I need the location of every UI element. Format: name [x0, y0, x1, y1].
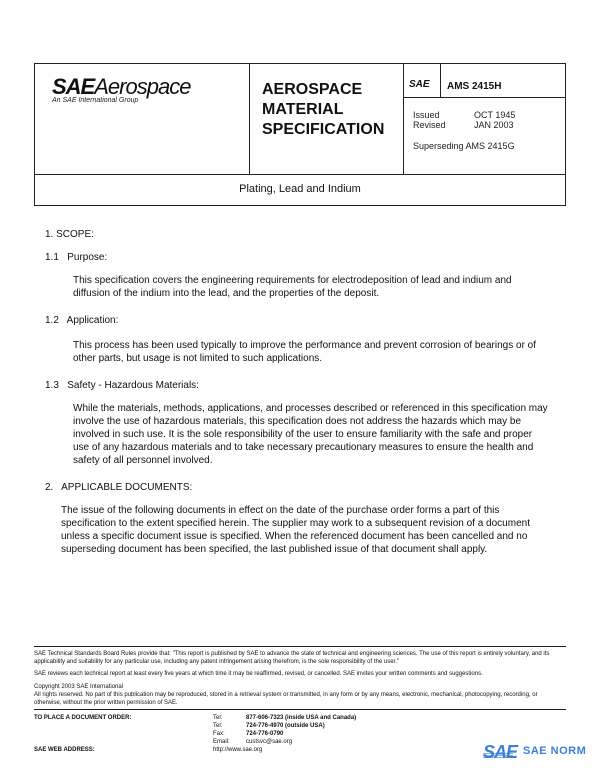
contact-value-1: 877-606-7323 (inside USA and Canada) — [246, 715, 357, 721]
header-title — [262, 80, 402, 140]
header-title-line-2: MATERIAL — [262, 101, 344, 118]
header-divider-1 — [249, 64, 250, 174]
section-1-2-heading: 1.2 Application: — [45, 315, 119, 326]
header-divider-2 — [403, 64, 404, 174]
logo-subtitle: An SAE International Group — [52, 97, 139, 104]
header-title-line-3: SPECIFICATION — [262, 121, 385, 138]
section-1-2-text: This process has been used typically to improve the performance and prevent corrosion of bearings or of other parts, but usage is not limited to such applications. — [73, 340, 537, 364]
contact-value-4[interactable]: custsvc@sae.org — [246, 739, 293, 745]
footer-rights-text: All rights reserved. No part of this publication may be reproduced, stored in a retrieval system or transmitted, in any form or by any means, electronic, mechanical, photocopying, recording, or otherwise, without the prior written permission of SAE. — [34, 692, 538, 706]
issued-value: OCT 1945 — [474, 110, 516, 120]
web-label: SAE WEB ADDRESS: — [34, 747, 95, 753]
logo-aerospace-text: Aerospace — [94, 74, 191, 99]
section-1-1-text: This specification covers the engineering requirements for electrodeposition of lead and indium and diffusion of the indium into the lead, and the properties of the deposit. — [73, 275, 512, 299]
revised-label: Revised — [413, 120, 446, 130]
watermark-sae-logo: SAE — [483, 742, 518, 762]
revised-value: JAN 2003 — [474, 120, 514, 130]
contact-value-2: 724-776-4970 (outside USA) — [246, 723, 325, 729]
watermark-sae-norm: SAE NORM — [523, 745, 587, 757]
section-2-heading: 2. APPLICABLE DOCUMENTS: — [45, 482, 193, 493]
contact-label-4: Email: — [213, 739, 230, 745]
contact-label-3: Fax: — [213, 731, 225, 737]
section-1-1-heading: 1.1 Purpose: — [45, 252, 108, 263]
section-1-3-text: While the materials, methods, applications, and processes described or referenced in this specification may involve the use of hazardous materials, this specification does not address the hazards which may be involved in such use. It is the sole responsibility of the user to ensure familiarity with the safe and proper use of any hazardous materials and to take necessary precautionary measures to ensure the health and safety of all personnel involved. — [73, 403, 548, 466]
footer-copyright: Copyright 2003 SAE International — [34, 684, 124, 690]
issued-label: Issued — [413, 110, 440, 120]
header-small-rule — [403, 97, 566, 98]
footer-rule-bottom — [34, 709, 566, 710]
contact-label-2: Tel: — [213, 723, 223, 729]
section-1-3-heading: 1.3 Safety - Hazardous Materials: — [45, 380, 199, 391]
contact-value-3: 724-776-0790 — [246, 731, 284, 737]
logo-sae-text: SAE — [52, 74, 95, 99]
doc-number: AMS 2415H — [447, 81, 502, 92]
footer-rules-text: SAE Technical Standards Board Rules provide that: "This report is published by SAE to advance the state of technical and engineering sciences. The use of this report is entirely voluntary, and its applicability and suitability for any particular use, including any patent infringement arising therefrom, is the sole responsibility of the user." — [34, 651, 550, 665]
superseding: Superseding AMS 2415G — [413, 141, 515, 151]
header-small-divider — [440, 63, 441, 97]
footer-rule-top — [34, 646, 566, 647]
section-2-text: The issue of the following documents in effect on the date of the purchase order forms a part of this specification to the extent specified herein. The supplier may work to a subsequent revision of a document unless a specific document issue is specified. When the referenced document has been cancelled and no superseding document has been specified, the last published issue of that document shall apply. — [61, 505, 530, 555]
sae-mark-logo: SAE — [409, 79, 430, 90]
contact-label-1: Tel: — [213, 715, 223, 721]
web-address-link[interactable]: http://www.sae.org — [213, 747, 263, 753]
header-title-line-1: AEROSPACE — [262, 81, 363, 98]
section-1-heading: 1. SCOPE: — [45, 229, 94, 240]
footer-review-text: SAE reviews each technical report at least every five years at which time it may be reaffirmed, revised, or cancelled. SAE invites your written comments and suggestions. — [34, 671, 483, 677]
doc-title: Plating, Lead and Indium — [239, 183, 361, 195]
order-label: TO PLACE A DOCUMENT ORDER: — [34, 715, 132, 721]
